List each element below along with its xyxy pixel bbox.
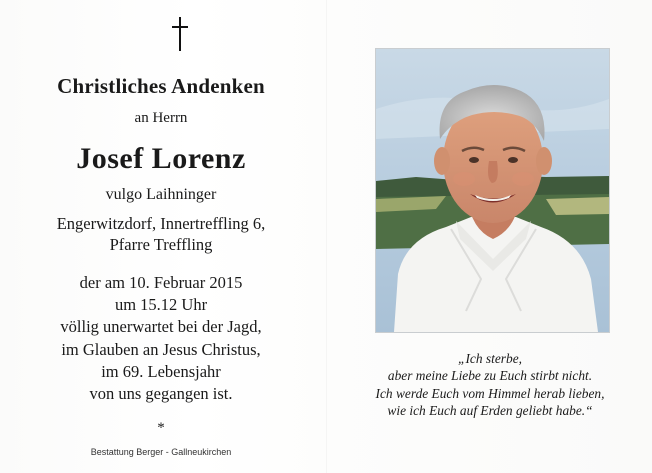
address-line: Engerwitzdorf, Innertreffling 6, <box>56 214 266 233</box>
address-block <box>20 213 302 255</box>
deceased-name: Josef Lorenz <box>76 142 246 175</box>
detail-line: völlig unerwartet bei der Jagd, <box>60 317 262 337</box>
quote-line: aber meine Liebe zu Euch stirbt nicht. <box>387 368 593 384</box>
detail-line: im Glauben an Jesus Christus, <box>61 339 261 359</box>
detail-line: um 15.12 Uhr <box>114 295 208 315</box>
cross-icon <box>172 17 188 51</box>
nickname: vulgo Laihninger <box>105 186 217 203</box>
salutation: an Herrn <box>134 110 188 126</box>
quote-line: „Ich sterbe, <box>458 351 522 366</box>
detail-line: im 69. Lebensjahr <box>101 361 221 381</box>
address-line: Pfarre Treffling <box>109 235 213 254</box>
quote-line: wie ich Euch auf Erden geliebt habe.“ <box>387 403 593 419</box>
death-details <box>20 272 302 405</box>
card-fold <box>326 0 327 473</box>
detail-line: der am 10. Februar 2015 <box>79 273 243 292</box>
portrait-photo <box>375 48 610 333</box>
memorial-title: Christliches Andenken <box>57 74 265 98</box>
separator-asterisk: * <box>157 420 165 436</box>
detail-line: von uns gegangen ist. <box>89 384 233 404</box>
funeral-home: Bestattung Berger - Gallneukirchen <box>90 447 232 457</box>
quote-line: Ich werde Euch vom Himmel herab lieben, <box>375 385 605 401</box>
memorial-quote <box>340 350 640 420</box>
obituary-text-panel <box>20 0 302 473</box>
